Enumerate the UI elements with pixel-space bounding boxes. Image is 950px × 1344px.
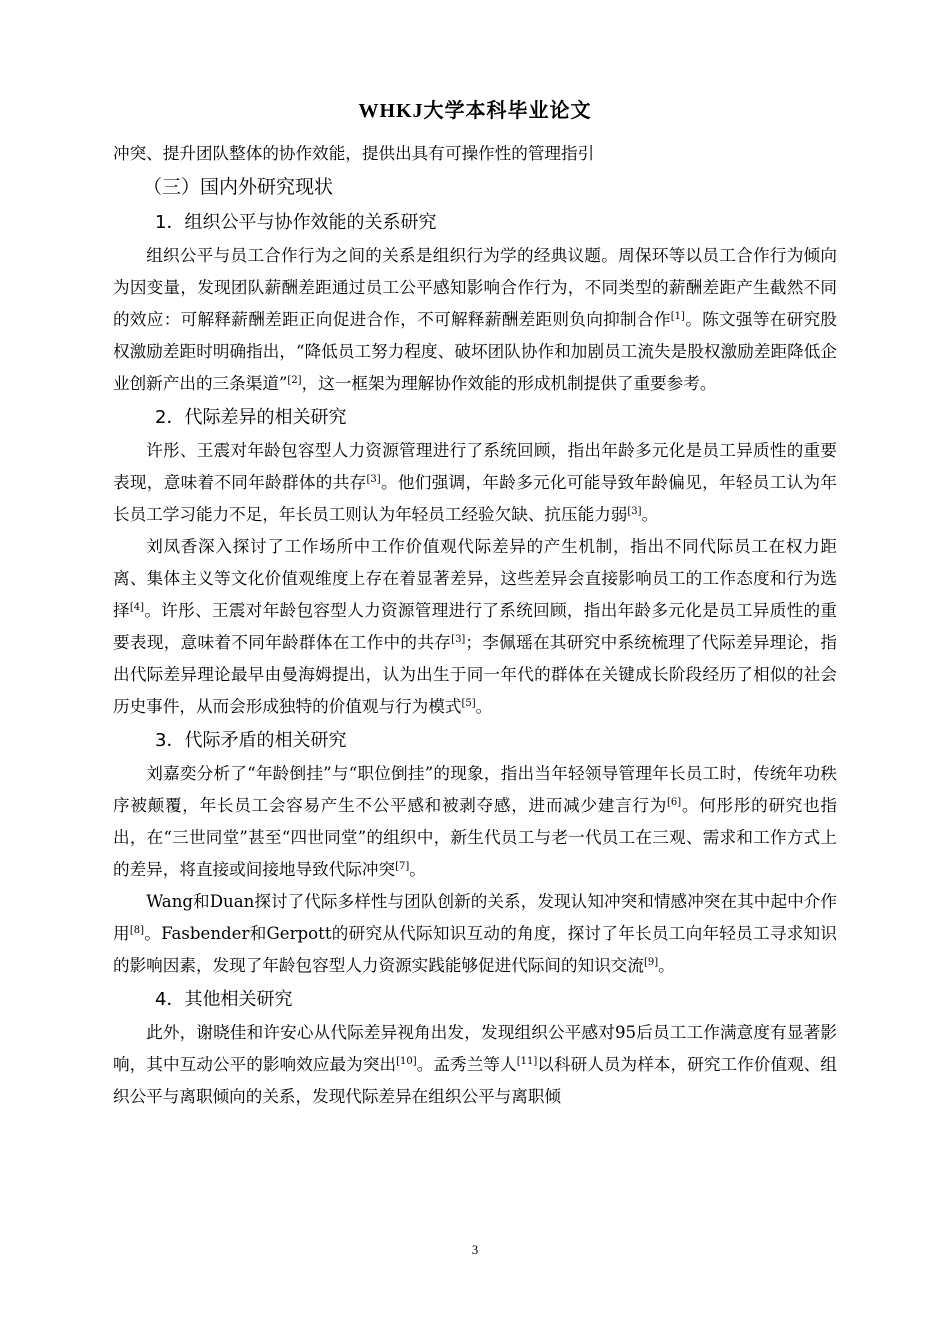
paragraph-text: 。他们强调，年龄多元化可能导致年龄偏见，年轻员工认为年长员工学习能力不足，年长员工则认为年轻员工经验欠缺、抗压能力弱 (113, 473, 838, 524)
citation-ref: [4] (129, 602, 145, 613)
body-paragraph (113, 758, 837, 886)
paragraph-text: 此外，谢晓佳和许安心从代际差异视角出发，发现组织公平感对95后员工工作满意度有显著影响，其中互动公平的影响效应最为突出 (113, 1023, 837, 1074)
subsection-heading: 2．代际差异的相关研究 (155, 407, 347, 428)
paragraph-text: 刘凤香深入探讨了工作场所中工作价值观代际差异的产生机制，指出不同代际员工在权力距离、集体主义等文化价值观维度上存在着显著差异，这些差异会直接影响员工的工作态度和行为选择 (113, 537, 837, 620)
paragraph-text: 。许彤、王震对年龄包容型人力资源管理进行了系统回顾，指出年龄多元化是员工异质性的重要表现，意味着不同年龄群体在工作中的共存 (113, 601, 838, 652)
citation-ref: [3] (627, 506, 642, 517)
body-paragraph (113, 886, 837, 982)
body-paragraph (113, 1017, 837, 1113)
citation-ref: [3] (366, 474, 381, 485)
body-paragraph (113, 531, 837, 723)
citation-ref: [8] (129, 925, 145, 936)
paragraph-text: 。何彤彤的研究也指出，在“三世同堂”甚至“四世同堂”的组织中，新生代员工与老一代员工在三观、需求和工作方式上的差异，将直接或间接地导致代际冲突 (113, 796, 838, 879)
paragraph-text: 。 (475, 697, 493, 716)
citation-ref: [1] (670, 311, 685, 322)
paragraph-text: 。孟秀兰等人 (416, 1055, 517, 1074)
body-paragraph (113, 138, 837, 170)
citation-ref: [11] (516, 1056, 538, 1067)
paragraph-text: Wang和Duan探讨了代际多样性与团队创新的关系，发现认知冲突和情感冲突在其中起中介作用 (113, 892, 837, 943)
page-number: 3 (471, 1242, 479, 1257)
paragraph-text: ；李佩瑶在其研究中系统梳理了代际差异理论，指出代际差异理论最早由曼海姆提出，认为出生于同一年代的群体在关键成长阶段经历了相似的社会历史事件，从而会形成独特的价值观与行为模式 (113, 633, 838, 716)
citation-ref: [9] (644, 957, 659, 968)
paragraph-text: 冲突、提升团队整体的协作效能，提供出具有可操作性的管理指引 (113, 144, 595, 163)
paragraph-text: 。Fasbender和Gerpott的研究从代际知识互动的角度，探讨了年长员工向年轻员工寻求知识的影响因素，发现了年龄包容型人力资源实践能够促进代际间的知识交流 (113, 924, 837, 975)
subsection-heading: 4．其他相关研究 (155, 989, 293, 1010)
paragraph-text: 。 (658, 956, 675, 975)
citation-ref: [3] (451, 634, 466, 645)
subsection-heading: 1．组织公平与协作效能的关系研究 (155, 212, 437, 233)
paragraph-text: 。 (409, 860, 426, 879)
paragraph-text: 。陈文强等在研究股权激励差距时明确指出，“降低员工努力程度、破坏团队协作和加剧员工流失是股权激励差距降低企业创新产出的三条渠道” (113, 310, 838, 393)
section-heading: （三）国内外研究现状 (143, 176, 334, 198)
paragraph-text: 以科研人员为样本，研究工作价值观、组织公平与离职倾向的关系，发现代际差异在组织公平与离职倾 (113, 1055, 838, 1106)
paragraph-text: 组织公平与员工合作行为之间的关系是组织行为学的经典议题。周保环等以员工合作行为倾向为因变量，发现团队薪酬差距通过员工公平感知影响合作行为，不同类型的薪酬差距产生截然不同的效应：可解释薪酬差距正向促进合作，不可解释薪酬差距则负向抑制合作 (113, 246, 837, 329)
subsection-heading: 3．代际矛盾的相关研究 (155, 730, 347, 751)
citation-ref: [6] (667, 797, 682, 808)
citation-ref: [2] (287, 375, 302, 386)
paragraph-text: ，这一框架为理解协作效能的形成机制提供了重要参考。 (301, 374, 717, 393)
paragraph-text: 。 (641, 505, 659, 524)
citation-ref: [7] (395, 861, 410, 872)
paragraph-text: 许彤、王震对年龄包容型人力资源管理进行了系统回顾，指出年龄多元化是员工异质性的重要表现，意味着不同年龄群体的共存 (113, 441, 837, 492)
body-content (113, 138, 837, 1113)
citation-ref: [5] (461, 698, 476, 709)
citation-ref: [10] (396, 1056, 417, 1067)
body-paragraph (113, 240, 837, 400)
paragraph-text: 刘嘉奕分析了“年龄倒挂”与“职位倒挂”的现象，指出当年轻领导管理年长员工时，传统年功秩序被颠覆，年长员工会容易产生不公平感和被剥夺感，进而减少建言行为 (113, 764, 837, 815)
body-paragraph (113, 435, 837, 531)
running-header: WHKJ大学本科毕业论文 (358, 100, 592, 122)
